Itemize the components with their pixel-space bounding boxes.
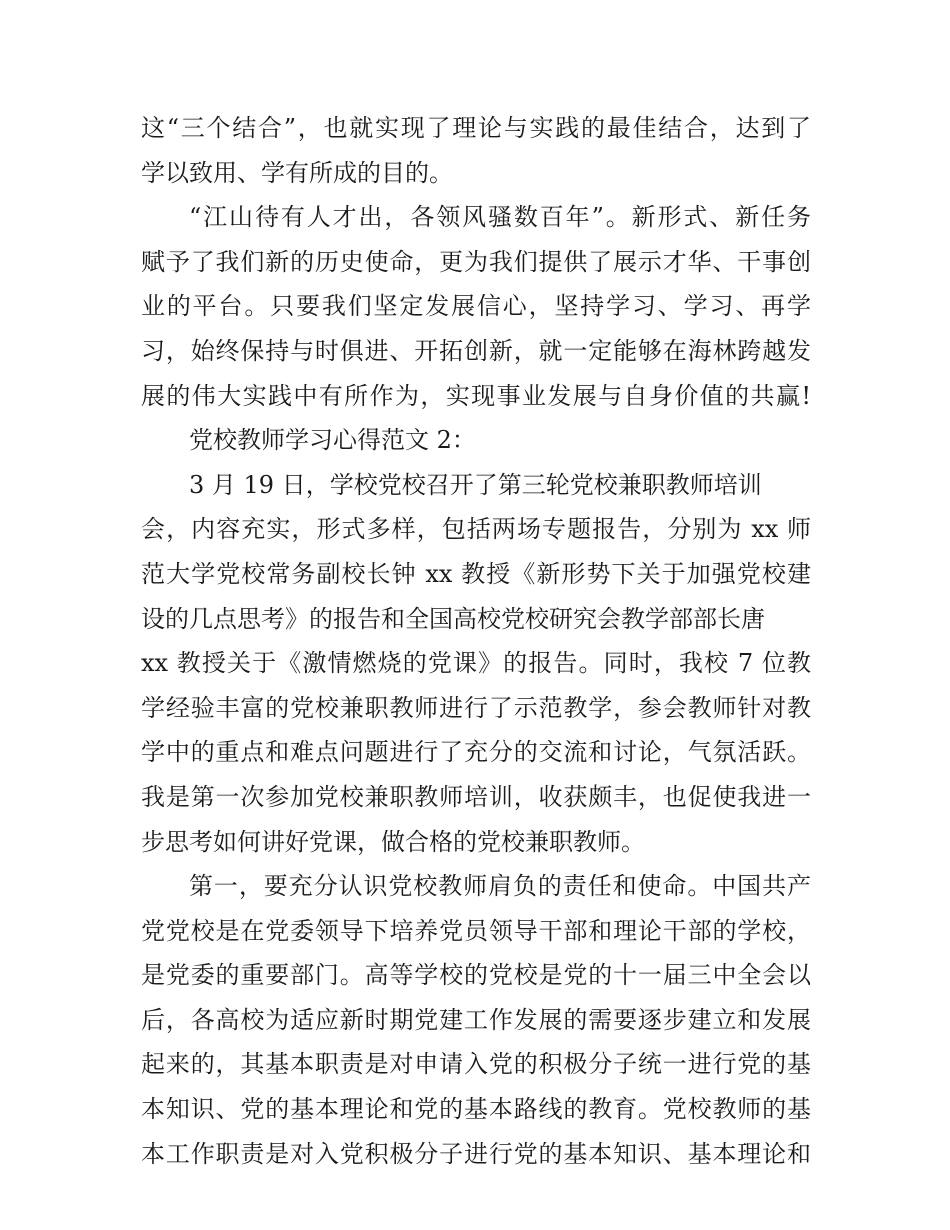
- text-line: 3 月 19 日，学校党校召开了第三轮党校兼职教师培训: [189, 470, 762, 499]
- text-line: 是党委的重要部门。高等学校的党校是党的十一届三中全会以: [141, 961, 811, 990]
- text-line: 步思考如何讲好党课，做合格的党校兼职教师。: [141, 827, 645, 856]
- text-line: “江山待有人才出，各领风骚数百年”。新形式、新任务: [189, 203, 811, 232]
- text-line: 第一，要充分认识党校教师肩负的责任和使命。中国共产: [189, 872, 811, 901]
- text-line: 学经验丰富的党校兼职教师进行了示范教学，参会教师针对教: [141, 693, 811, 722]
- text-line: 后，各高校为适应新时期党建工作发展的需要逐步建立和发展: [141, 1005, 811, 1034]
- text-line: 展的伟大实践中有所作为，实现事业发展与自身价值的共赢!: [141, 381, 811, 410]
- text-line: 本工作职责是对入党积极分子进行党的基本知识、基本理论和: [141, 1139, 811, 1168]
- text-line: 起来的，其基本职责是对申请入党的积极分子统一进行党的基: [141, 1050, 811, 1079]
- document-body: [141, 106, 811, 1176]
- text-line: 党校教师学习心得范文 2：: [189, 426, 476, 455]
- text-line: xx 教授关于《激情燃烧的党课》的报告。同时，我校 7 位教: [141, 649, 811, 678]
- text-line: 设的几点思考》的报告和全国高校党校研究会教学部部长唐: [141, 604, 765, 633]
- text-line: 党党校是在党委领导下培养党员领导干部和理论干部的学校，: [141, 916, 811, 945]
- text-line: 赋予了我们新的历史使命，更为我们提供了展示才华、干事创: [141, 247, 811, 276]
- text-line: 本知识、党的基本理论和党的基本路线的教育。党校教师的基: [141, 1095, 811, 1124]
- text-line: 学以致用、学有所成的目的。: [141, 158, 453, 187]
- text-line: 会，内容充实，形式多样，包括两场专题报告，分别为 xx 师: [141, 515, 811, 544]
- text-line: 范大学党校常务副校长钟 xx 教授《新形势下关于加强党校建: [141, 559, 811, 588]
- text-line: 学中的重点和难点问题进行了充分的交流和讨论，气氛活跃。: [141, 738, 811, 767]
- text-line: 这“三个结合”，也就实现了理论与实践的最佳结合，达到了: [141, 114, 811, 142]
- text-line: 我是第一次参加党校兼职教师培训，收获颇丰，也促使我进一: [141, 782, 811, 811]
- text-line: 业的平台。只要我们坚定发展信心，坚持学习、学习、再学: [141, 292, 811, 321]
- text-line: 习，始终保持与时俱进、开拓创新，就一定能够在海林跨越发: [141, 336, 811, 365]
